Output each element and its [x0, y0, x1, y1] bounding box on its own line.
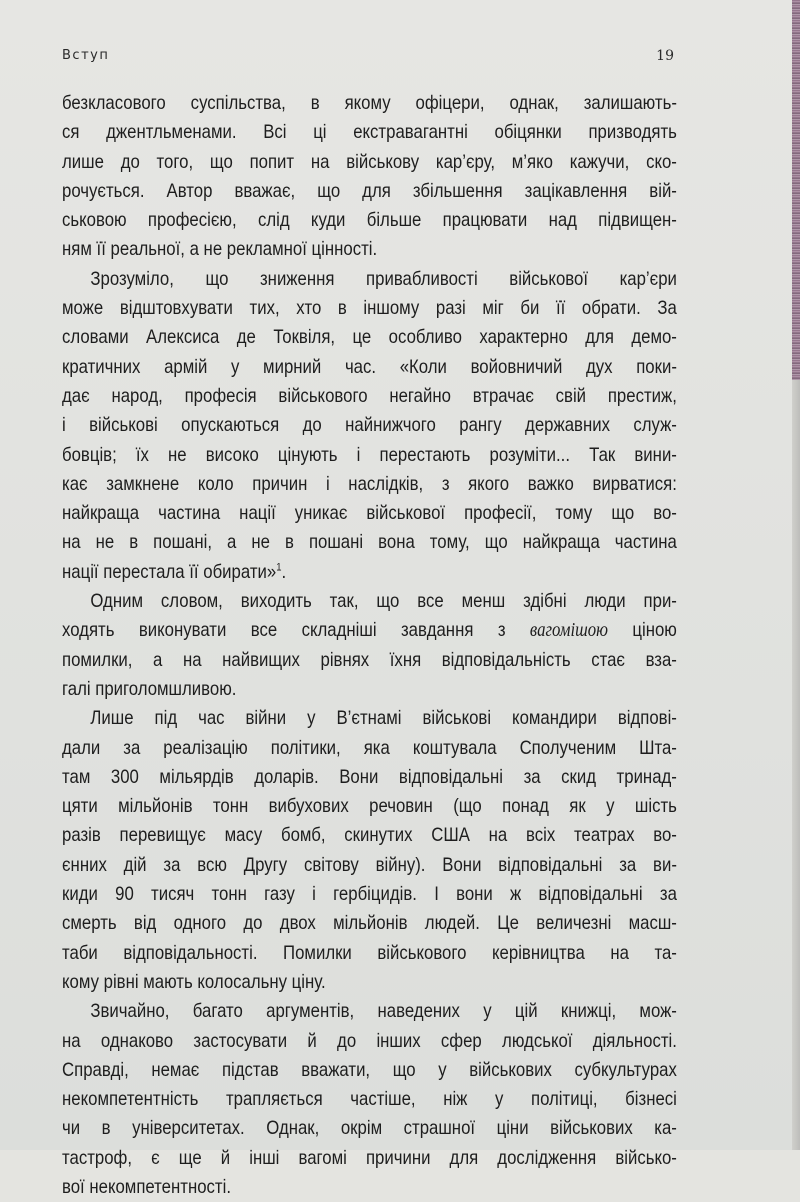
text-line: Справді, немає підстав вважати, що у військових субкультурах [62, 1058, 677, 1081]
page-number: 19 [656, 48, 674, 64]
text-line: ськовою професією, слід куди більше працювати над підвищен- [62, 209, 677, 232]
text-line: безкласового суспільства, в якому офіцери, однак, залишають- [62, 92, 677, 114]
text-line: дали за реалізацію політики, яка коштувала Сполученим Шта- [62, 736, 677, 759]
body-text [62, 89, 677, 1202]
running-head: Вступ [62, 48, 110, 63]
text-line: на однаково застосувати й до інших сфер людської діяльності. [62, 1029, 677, 1052]
text-line: Лише під час війни у В’єтнамі військові командири відпові- [90, 707, 677, 730]
text-line: киди 90 тисяч тонн газу і гербіцидів. І вони ж відповідальні за [62, 883, 677, 906]
text-line: ням її реальної, а не рекламної цінності. [62, 238, 378, 261]
paragraph [62, 587, 677, 704]
text-line: тастроф, є ще й інші вагомі причини для дослідження військо- [62, 1146, 677, 1169]
text-line: лише до того, що попит на військову кар’єру, м’яко кажучи, ско- [62, 150, 677, 173]
text-line: Зрозуміло, що зниження привабливості військової кар’єри [90, 267, 677, 290]
text-line: помилки, а на найвищих рівнях їхня відповідальність стає вза- [62, 648, 677, 671]
text-line: кає замкнене коло причин і наслідків, з якого важко вирватися: [62, 472, 677, 495]
text-line: рочується. Автор вважає, що для збільшення зацікавлення вій- [62, 179, 677, 202]
text-line: дає народ, професія військового негайно втрачає свій престиж, [62, 384, 677, 407]
text-line: там 300 мільярдів доларів. Вони відповідальні за скид тринад- [62, 765, 677, 788]
italic-emphasis: вагомішою [529, 620, 608, 642]
text-line: Одним словом, виходить так, що все менш здібні люди при- [90, 590, 677, 613]
line-end-text: ціною [607, 619, 677, 642]
line-start-text: ходять виконувати все складніші завдання з [62, 619, 530, 642]
paragraph [62, 997, 677, 1202]
text-line: смерть від одного до двох мільйонів людей. Це величезні масш- [62, 912, 677, 935]
text-line: словами Алексиса де Токвіля, це особливо характерно для демо- [62, 326, 677, 349]
text-line: галі приголомшливою. [62, 677, 237, 700]
text-line: кому рівні мають колосальну ціну. [62, 970, 326, 993]
page-header [62, 48, 674, 70]
text-line: на не в пошані, а не в пошані вона тому, що найкраща частина [62, 531, 677, 554]
text-line: вої некомпетентності. [62, 1175, 231, 1198]
text-line: таби відповідальності. Помилки військового керівництва на та- [62, 941, 677, 964]
paragraph [62, 265, 677, 587]
text-line: цяти мільйонів тонн вибухових речовин (що понад як у шість [62, 795, 677, 818]
paragraph [62, 704, 677, 997]
text-line: найкраща частина нації уникає військової професії, тому що во- [62, 502, 677, 525]
text-line [62, 616, 677, 645]
text-line: бовців; їх не високо цінують і перестають розуміти... Так вини- [62, 443, 677, 466]
text-line: єнних дій за всю Другу світову війну). Вони відповідальні за ви- [62, 853, 677, 876]
text-line: нації перестала її обирати»$^1$. [62, 560, 287, 583]
page-edge-lower [792, 380, 800, 1150]
text-line: і військові опускаються до найнижчого рангу державних служ- [62, 414, 677, 437]
text-line: разів перевищує масу бомб, скинутих США на всіх театрах во- [62, 824, 677, 847]
text-line: ся джентльменами. Всі ці екстравагантні обіцянки призводять [62, 121, 677, 144]
text-line: може відштовхувати тих, хто в іншому разі міг би її обрати. За [62, 297, 677, 320]
text-line: некомпетентність трапляється частіше, ніж у політиці, бізнесі [62, 1088, 677, 1111]
text-line: чи в університетах. Однак, окрім страшної ціни військових ка- [62, 1117, 677, 1140]
paragraph [62, 89, 677, 265]
quote-end-text: нації перестала її обирати» [62, 560, 277, 583]
footnote-reference[interactable]: 1 [276, 561, 282, 574]
text-line: кратичних армій у мирний час. «Коли войовничий дух поки- [62, 355, 677, 378]
text-line: Звичайно, багато аргументів, наведених у цій книжці, мож- [90, 1000, 677, 1023]
